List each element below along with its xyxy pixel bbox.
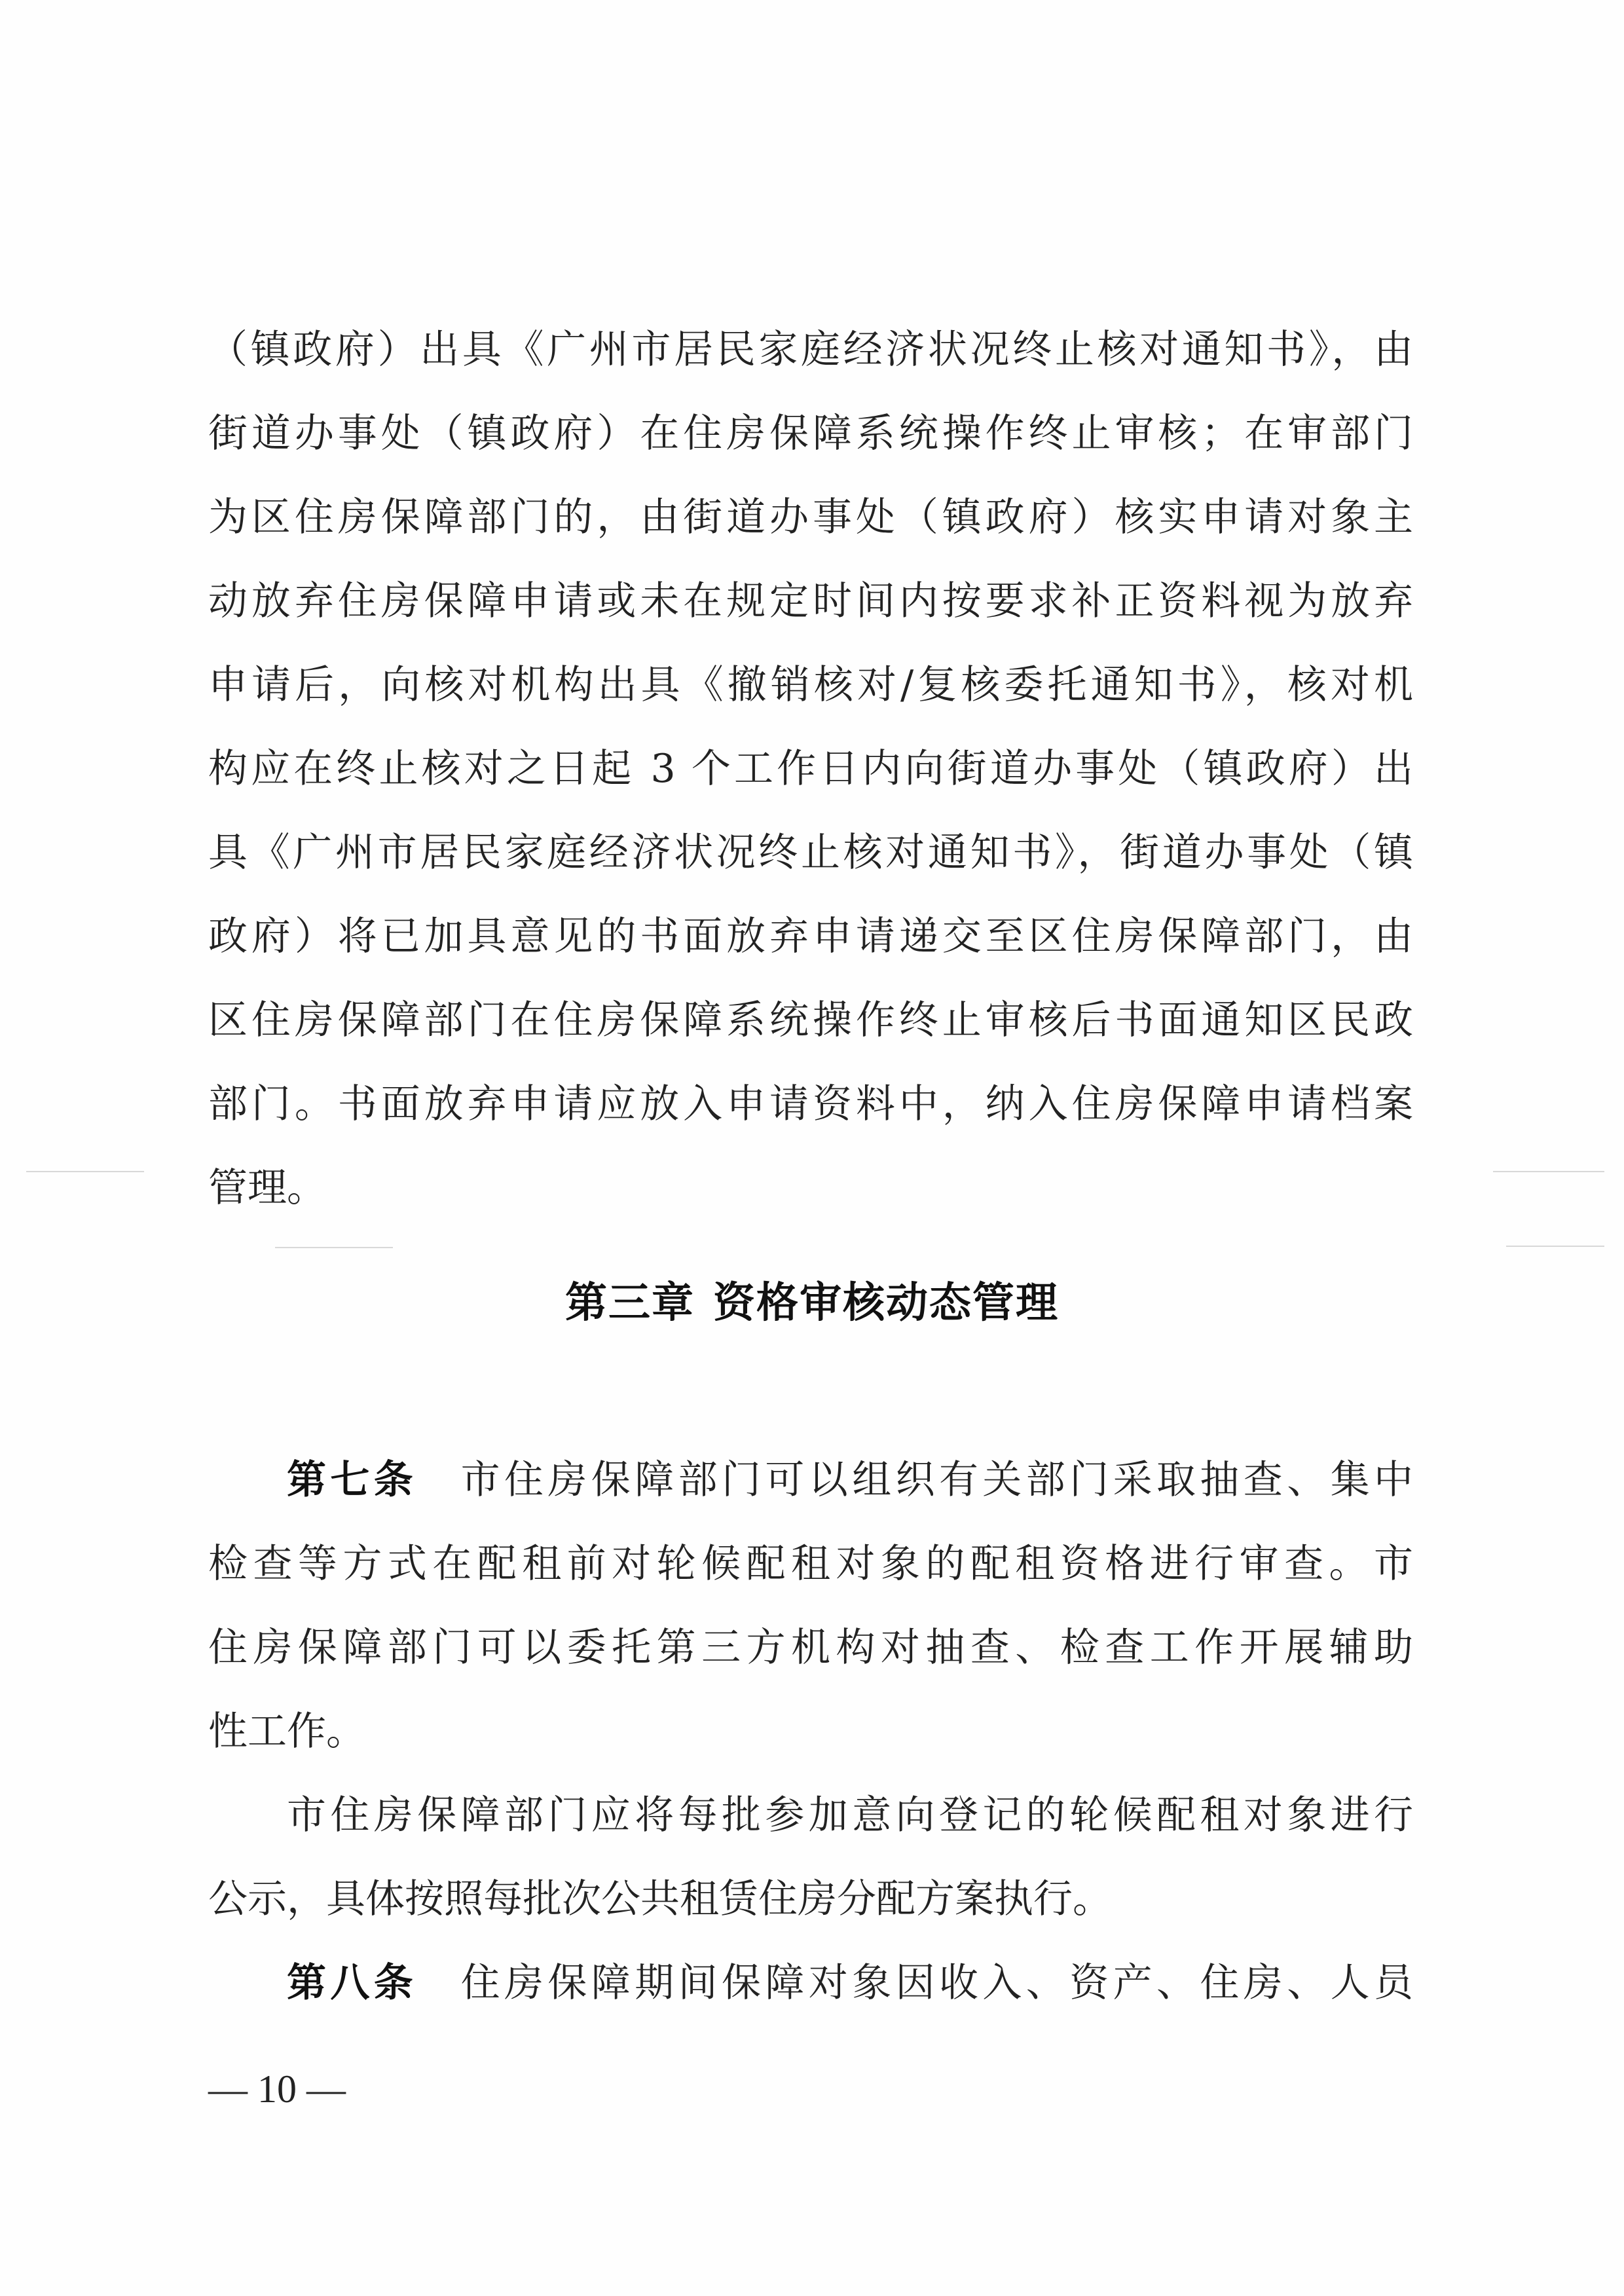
scan-artifact [1506, 1246, 1604, 1247]
chapter-heading [0, 1257, 1624, 1349]
page-number: — 10 — [208, 2067, 346, 2111]
text-line: 动放弃住房保障申请或未在规定时间内按要求补正资料视为放弃 [208, 578, 1413, 624]
article-8-first-line [208, 1941, 1413, 2025]
article-8-label: 第八条 [287, 1960, 418, 2006]
articles-section [208, 1438, 1413, 2025]
text-line: 管理。 [208, 1165, 326, 1211]
scan-artifact [26, 1171, 144, 1172]
text-line: 具《广州市居民家庭经济状况终止核对通知书》，街道办事处（镇 [208, 830, 1413, 876]
continued-paragraph [208, 308, 1413, 1230]
chapter-title: 资格审核动态管理 [713, 1279, 1059, 1327]
article-8-text: 住房保障期间保障对象因收入、资产、住房、人员 [456, 1960, 1414, 2006]
article-7-text: 市住房保障部门可以组织有关部门采取抽查、集中 [456, 1457, 1414, 1503]
text-line: 检查等方式在配租前对轮候配租对象的配租资格进行审查。市 [208, 1541, 1413, 1587]
scan-artifact [1493, 1171, 1604, 1172]
text-line: 公示，具体按照每批次公共租赁住房分配方案执行。 [208, 1876, 1112, 1922]
text-line: （镇政府）出具《广州市居民家庭经济状况终止核对通知书》，由 [208, 327, 1413, 373]
text-line: 构应在终止核对之日起 3 个工作日内向街道办事处（镇政府）出 [208, 746, 1413, 792]
chapter-number: 第三章 [565, 1279, 695, 1327]
text-line: 政府）将已加具意见的书面放弃申请递交至区住房保障部门，由 [208, 914, 1413, 959]
article-7-label: 第七条 [287, 1457, 418, 1503]
article-7-first-line [208, 1438, 1413, 1522]
text-line: 部门。书面放弃申请应放入申请资料中，纳入住房保障申请档案 [208, 1081, 1413, 1127]
text-line: 为区住房保障部门的，由街道办事处（镇政府）核实申请对象主 [208, 494, 1413, 540]
text-line: 街道办事处（镇政府）在住房保障系统操作终止审核；在审部门 [208, 411, 1413, 456]
text-line: 市住房保障部门应将每批参加意向登记的轮候配租对象进行 [287, 1792, 1413, 1838]
text-line: 性工作。 [208, 1709, 365, 1754]
scan-artifact [275, 1247, 393, 1248]
text-line: 申请后，向核对机构出具《撤销核对/复核委托通知书》，核对机 [208, 662, 1413, 708]
text-line: 区住房保障部门在住房保障系统操作终止审核后书面通知区民政 [208, 997, 1413, 1043]
text-line: 住房保障部门可以委托第三方机构对抽查、检查工作开展辅助 [208, 1625, 1413, 1671]
